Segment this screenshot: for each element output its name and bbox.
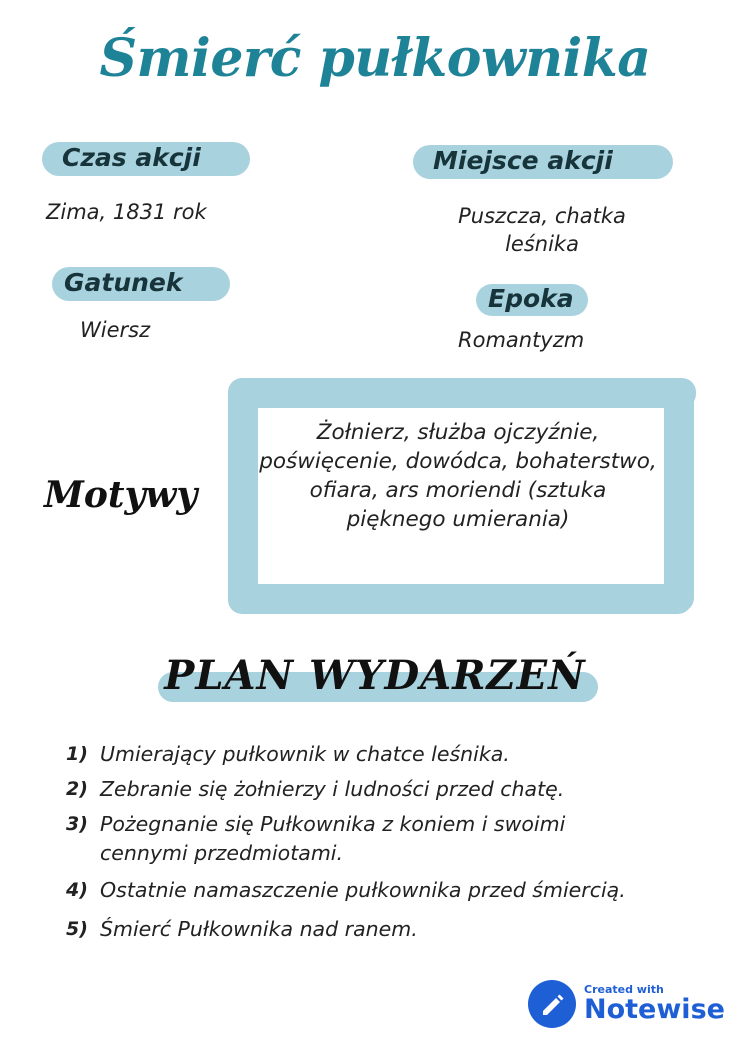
motifs-frame-bottom	[228, 584, 692, 614]
motifs-frame-right	[664, 384, 694, 612]
motifs-text: Żołnierz, służba ojczyźnie, poświęcenie, dowódca, bohaterstwo, ofiara, ars moriendi (sztuka pięknego umierania)	[259, 420, 657, 532]
motifs-label: Motywy	[44, 474, 198, 516]
time-value: Zima, 1831 rok	[46, 200, 207, 224]
time-label: Czas akcji	[62, 143, 201, 172]
plan-item-2	[66, 775, 736, 804]
badge-brand: Notewise	[584, 994, 725, 1025]
motifs-frame-left	[228, 380, 258, 612]
plan-item-text: Umierający pułkownik w chatce leśnika.	[100, 742, 510, 766]
notewise-logo-icon	[528, 980, 576, 1028]
plan-item-text: Pożegnanie się Pułkownika z koniem i swoimi cennymi przedmiotami.	[100, 812, 566, 865]
plan-item-number: 4)	[66, 879, 88, 901]
plan-item-number: 2)	[66, 778, 88, 800]
plan-item-number: 1)	[66, 743, 88, 765]
genre-label: Gatunek	[64, 268, 183, 297]
place-label: Miejsce akcji	[433, 146, 613, 175]
place-value: Puszcza, chatka leśnika	[458, 204, 626, 256]
badge-created-with: Created with	[584, 983, 664, 996]
epoch-label-text: Epoka	[488, 284, 574, 313]
plan-item-4	[66, 876, 686, 905]
plan-item-1	[66, 740, 736, 769]
motifs-frame-top	[228, 378, 696, 408]
plan-item-text: Ostatnie namaszczenie pułkownika przed śmiercią.	[100, 878, 626, 902]
plan-item-number: 5)	[66, 918, 88, 940]
plan-title: PLAN WYDARZEŃ	[164, 652, 586, 699]
genre-value: Wiersz	[80, 318, 151, 342]
plan-item-text: Zebranie się żołnierzy i ludności przed chatę.	[100, 777, 565, 801]
plan-item-number: 3)	[66, 813, 88, 835]
plan-item-3	[66, 810, 626, 868]
page-title: Śmierć pułkownika	[99, 28, 651, 89]
epoch-value: Romantyzm	[458, 328, 585, 352]
plan-item-5	[66, 915, 736, 944]
plan-list	[66, 740, 736, 944]
epoch-label	[488, 284, 574, 313]
plan-item-text: Śmierć Pułkownika nad ranem.	[100, 917, 418, 941]
